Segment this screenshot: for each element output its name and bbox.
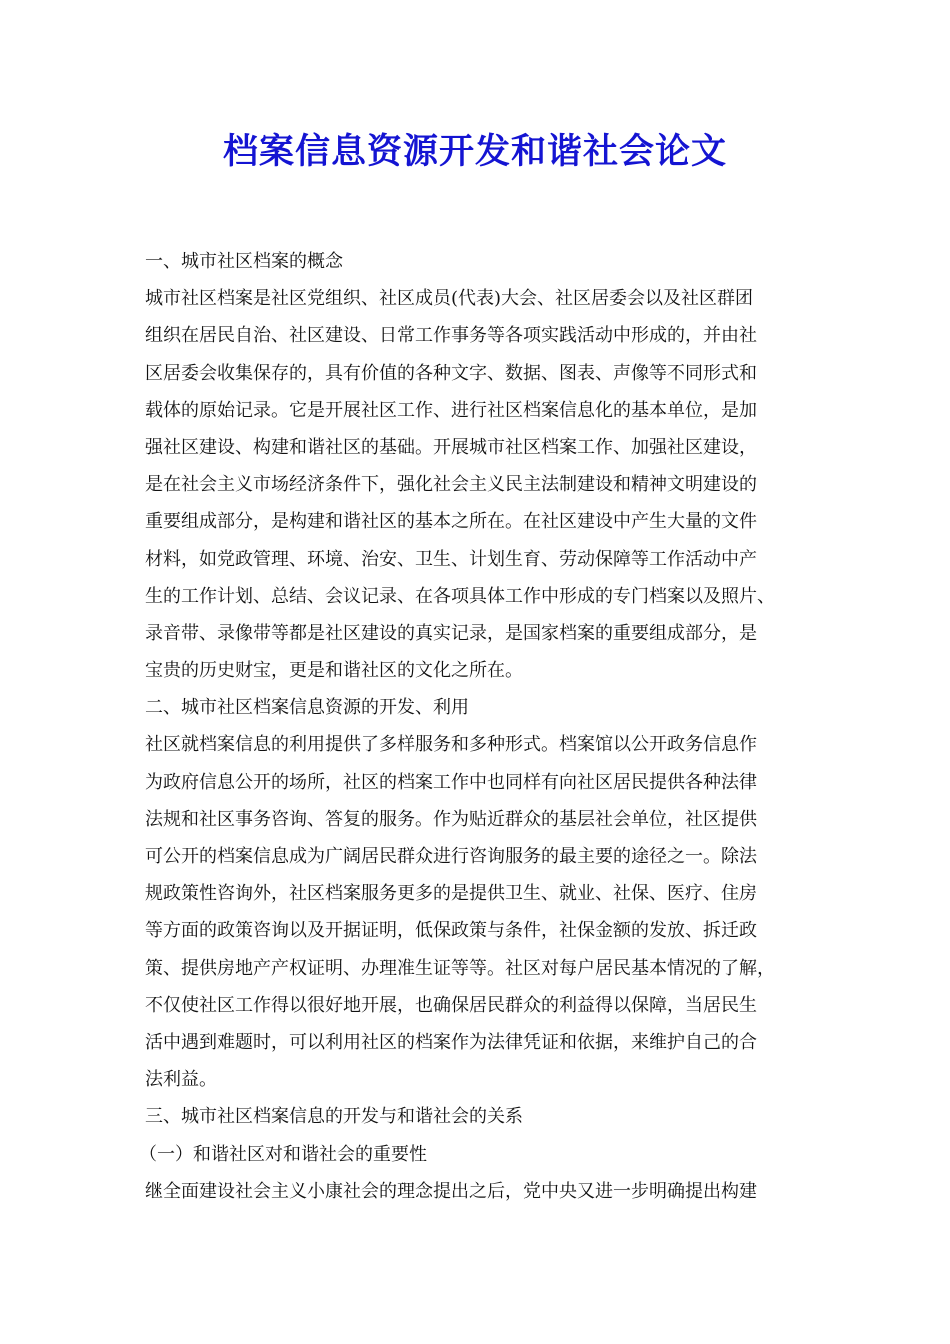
paragraph-line: 为政府信息公开的场所，社区的档案工作中也同样有向社区居民提供各种法律 [145, 771, 757, 793]
paragraph-line: 录音带、录像带等都是社区建设的真实记录，是国家档案的重要组成部分，是 [145, 622, 757, 644]
section-heading-3: 三、城市社区档案信息的开发与和谐社会的关系 [145, 1106, 523, 1128]
document-title: 档案信息资源开发和谐社会论文 [222, 132, 727, 172]
paragraph-line: 社区就档案信息的利用提供了多样服务和多种形式。档案馆以公开政务信息作 [145, 734, 757, 756]
paragraph-line: 强社区建设、构建和谐社区的基础。开展城市社区档案工作、加强社区建设， [145, 436, 757, 458]
section-heading-2: 二、城市社区档案信息资源的开发、利用 [145, 697, 469, 719]
paragraph-line: 生的工作计划、总结、会议记录、在各项具体工作中形成的专门档案以及照片、 [145, 585, 775, 607]
paragraph-line: 城市社区档案是社区党组织、社区成员(代表)大会、社区居委会以及社区群团 [145, 288, 754, 310]
paragraph-line: 材料，如党政管理、环境、治安、卫生、计划生育、劳动保障等工作活动中产 [145, 548, 757, 570]
paragraph-line: 载体的原始记录。它是开展社区工作、进行社区档案信息化的基本单位，是加 [145, 399, 757, 421]
document-body [139, 243, 825, 1210]
paragraph-line: 活中遇到难题时，可以利用社区的档案作为法律凭证和依据，来维护自己的合 [145, 1031, 757, 1053]
paragraph-line: 重要组成部分，是构建和谐社区的基本之所在。在社区建设中产生大量的文件 [145, 511, 757, 533]
paragraph-line: 等方面的政策咨询以及开据证明，低保政策与条件，社保金额的发放、拆迁政 [145, 920, 757, 942]
paragraph-line: 策、提供房地产产权证明、办理准生证等等。社区对每户居民基本情况的了解， [145, 957, 775, 979]
paragraph-line: 宝贵的历史财宝，更是和谐社区的文化之所在。 [145, 660, 523, 682]
paragraph-line: 可公开的档案信息成为广阔居民群众进行咨询服务的最主要的途径之一。除法 [145, 846, 757, 867]
paragraph-line: 法规和社区事务咨询、答复的服务。作为贴近群众的基层社会单位，社区提供 [145, 808, 757, 830]
paragraph-line: 不仅使社区工作得以很好地开展，也确保居民群众的利益得以保障，当居民生 [145, 994, 757, 1016]
paragraph-line: 继全面建设社会主义小康社会的理念提出之后，党中央又进一步明确提出构建 [145, 1180, 757, 1202]
paragraph-line: 法利益。 [145, 1069, 217, 1091]
paragraph-line: 组织在居民自治、社区建设、日常工作事务等各项实践活动中形成的，并由社 [145, 325, 757, 347]
paragraph-line: 规政策性咨询外，社区档案服务更多的是提供卫生、就业、社保、医疗、住房 [145, 883, 757, 905]
section-heading-1: 一、城市社区档案的概念 [145, 251, 343, 272]
paragraph-line: 区居委会收集保存的，具有价值的各种文字、数据、图表、声像等不同形式和 [145, 362, 757, 384]
subsection-heading-1: （一）和谐社区对和谐社会的重要性 [139, 1143, 427, 1165]
paragraph-line: 是在社会主义市场经济条件下，强化社会主义民主法制建设和精神文明建设的 [145, 474, 757, 496]
